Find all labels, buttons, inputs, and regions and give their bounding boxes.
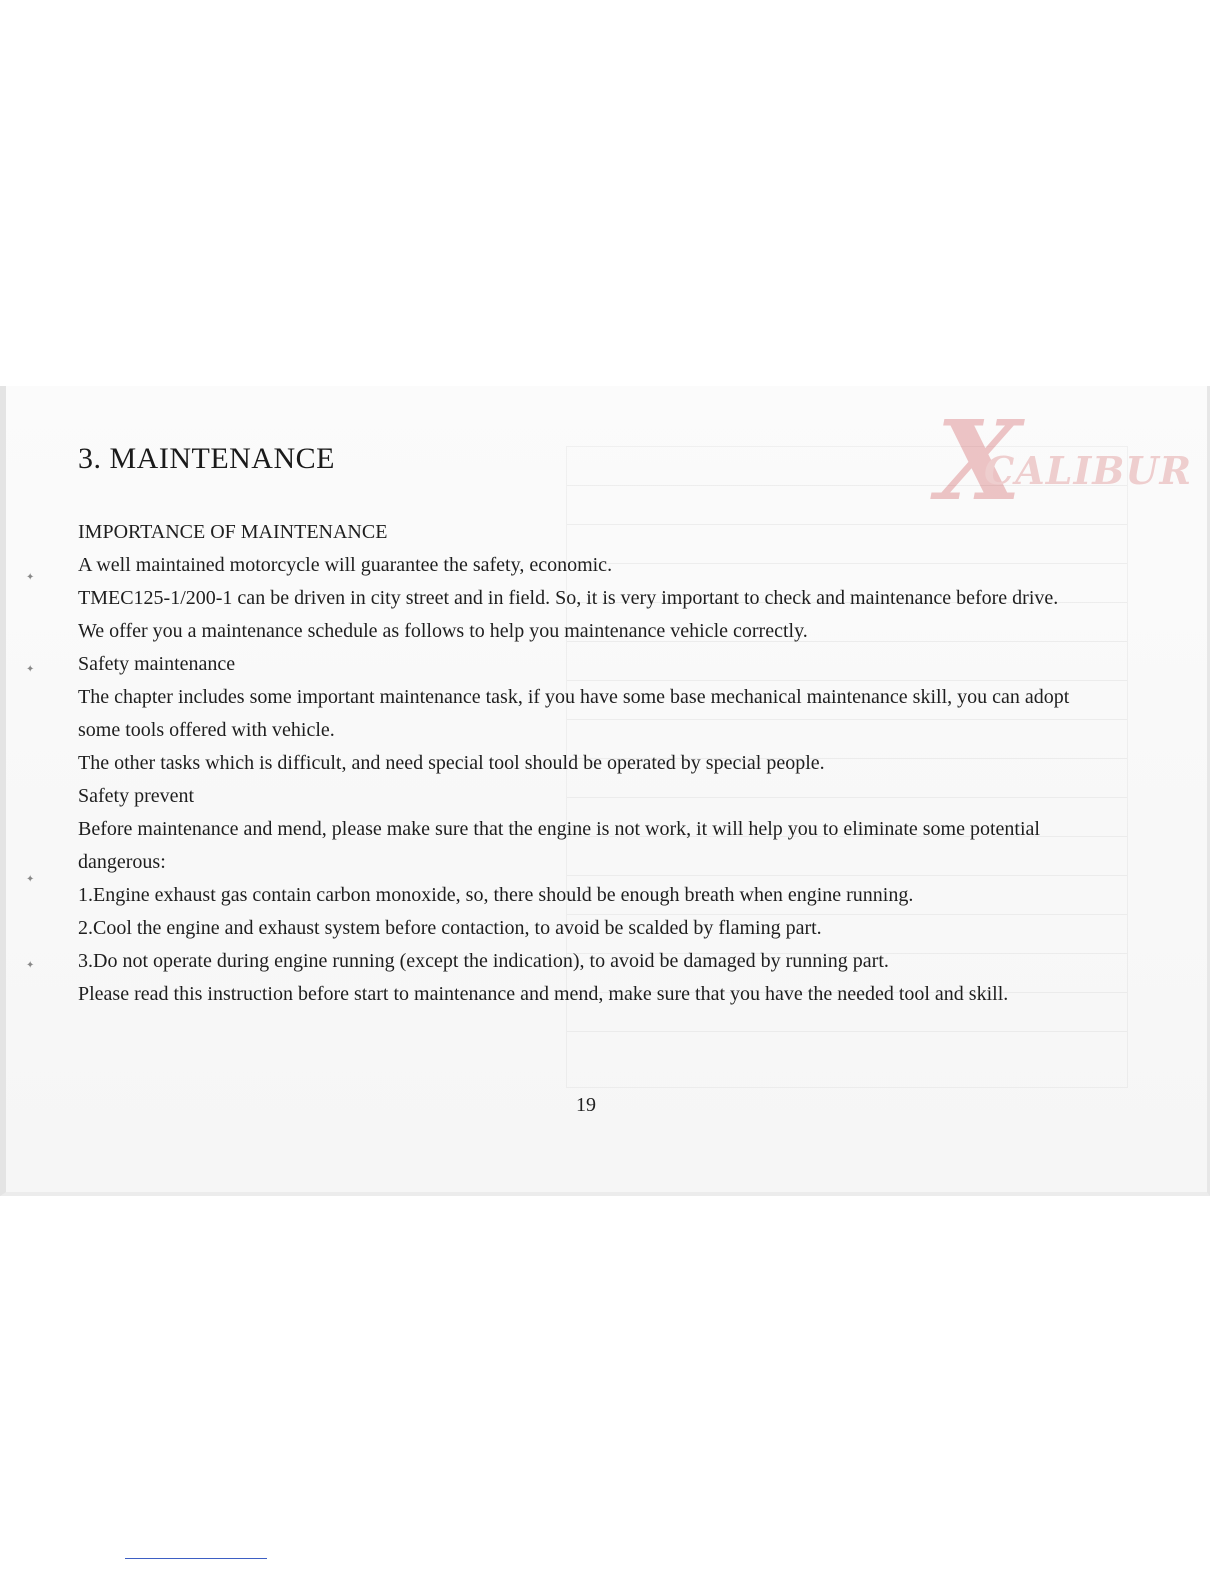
paragraph: The chapter includes some important maintenance task, if you have some base mechanical maintenance skill, you can adopt some tools offered with vehicle. xyxy=(78,686,1070,741)
subheading-safety-prevent: Safety prevent xyxy=(78,785,195,807)
paragraph: A well maintained motorcycle will guarantee the safety, economic. xyxy=(78,554,613,576)
paragraph: The other tasks which is difficult, and need special tool should be operated by special people. xyxy=(78,752,825,774)
page-number: 19 xyxy=(576,1094,596,1116)
section-title: 3. MAINTENANCE xyxy=(78,442,335,475)
paragraph: Before maintenance and mend, please make sure that the engine is not work, it will help you to eliminate some potential dangerous: xyxy=(78,818,1040,873)
subheading-safety-maintenance: Safety maintenance xyxy=(78,653,236,675)
body-text xyxy=(78,516,1108,1011)
link-underline xyxy=(125,1558,267,1559)
paragraph: We offer you a maintenance schedule as follows to help you maintenance vehicle correctly. xyxy=(78,620,808,642)
logo-x-mark: X xyxy=(936,396,1022,525)
xcalibur-logo-watermark xyxy=(936,396,1193,526)
paragraph: TMEC125-1/200-1 can be driven in city street and in field. So, it is very important to check and maintenance before drive. xyxy=(78,587,1059,609)
paragraph: Please read this instruction before start to maintenance and mend, make sure that you have the needed tool and skill. xyxy=(78,983,1009,1005)
scanned-page: X CALIBUR ✦ ✦ ✦ ✦ xyxy=(0,386,1210,1196)
list-item: 3.Do not operate during engine running (except the indication), to avoid be damaged by running part. xyxy=(78,950,889,972)
list-item: 2.Cool the engine and exhaust system before contaction, to avoid be scalded by flaming part. xyxy=(78,917,822,939)
subheading-importance: IMPORTANCE OF MAINTENANCE xyxy=(78,521,388,543)
list-item: 1.Engine exhaust gas contain carbon monoxide, so, there should be enough breath when engine running. xyxy=(78,884,914,906)
logo-wordmark: CALIBUR xyxy=(984,448,1193,493)
